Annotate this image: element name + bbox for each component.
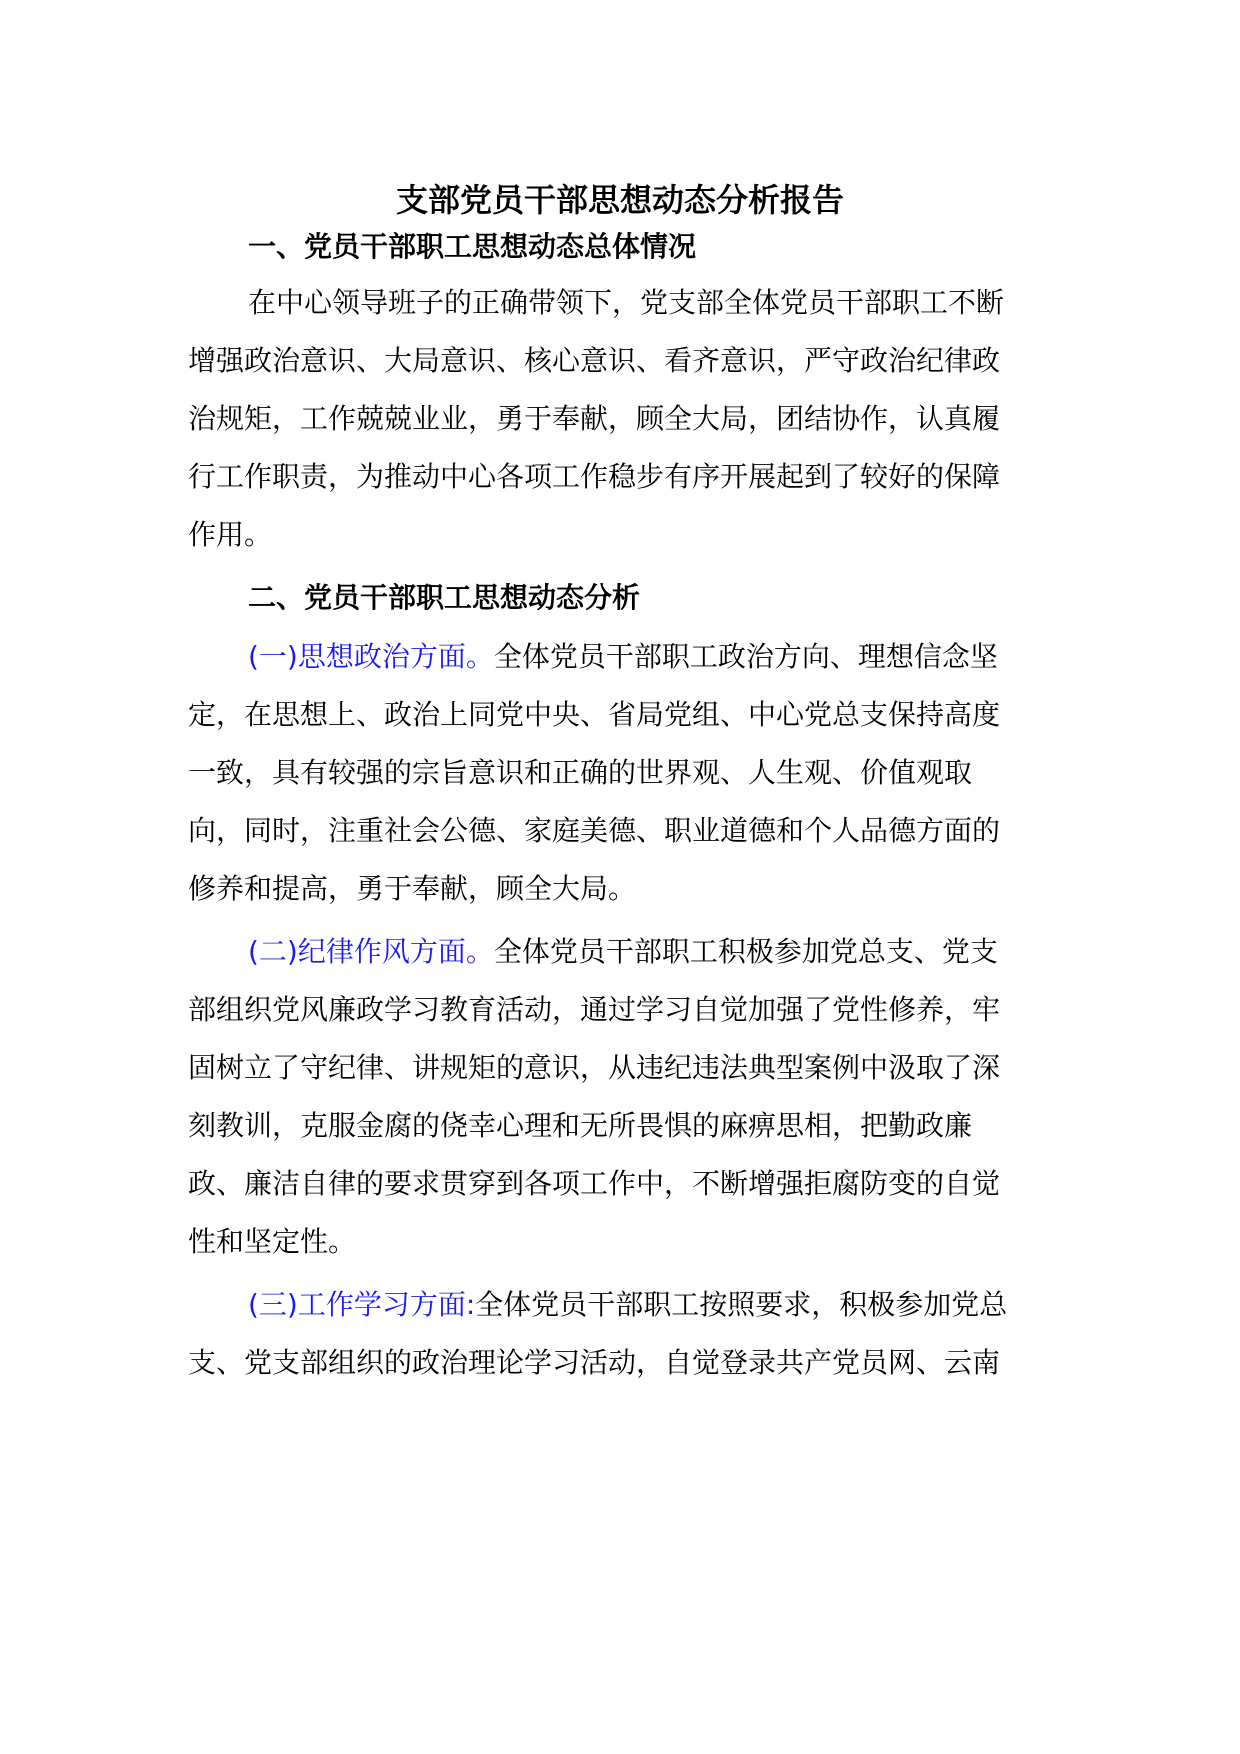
page-title: 支部党员干部思想动态分析报告: [395, 181, 844, 219]
paragraph-3-text: 全体党员干部职工按照要求，积极参加党总: [475, 1288, 1008, 1321]
section-2-heading: 二、党员干部职工思想动态分析: [248, 581, 641, 614]
paragraph-2-line: 性和坚定性。: [188, 1225, 357, 1258]
paragraph-2-line: 部组织党风廉政学习教育活动，通过学习自觉加强了党性修养，牢: [188, 993, 1001, 1026]
subheading-work-study: (三)工作学习方面:: [248, 1288, 476, 1321]
section-1-line: 增强政治意识、大局意识、核心意识、看齐意识，严守政治纪律政: [188, 344, 1001, 377]
paragraph-1-line: 一致，具有较强的宗旨意识和正确的世界观、人生观、价值观取: [188, 756, 973, 789]
paragraph-3-line: 支、党支部组织的政治理论学习活动，自觉登录共产党员网、云南: [188, 1346, 1001, 1379]
paragraph-3-first-line: [248, 1285, 1052, 1325]
section-1-line: 行工作职责，为推动中心各项工作稳步有序开展起到了较好的保障: [188, 460, 1001, 493]
subheading-political: (一)思想政治方面。: [248, 640, 494, 673]
paragraph-1-line: 向，同时，注重社会公德、家庭美德、职业道德和个人品德方面的: [188, 814, 1001, 847]
paragraph-1-text: 全体党员干部职工政治方向、理想信念坚: [493, 640, 998, 673]
subheading-discipline: (二)纪律作风方面。: [248, 935, 494, 968]
section-1-line: 治规矩，工作兢兢业业，勇于奉献，顾全大局，团结协作，认真履: [188, 402, 1001, 435]
paragraph-2-first-line: [248, 932, 1052, 972]
paragraph-2-line: 固树立了守纪律、讲规矩的意识，从违纪违法典型案例中汲取了深: [188, 1051, 1001, 1084]
section-1-heading: 一、党员干部职工思想动态总体情况: [248, 230, 697, 263]
paragraph-1-line: 修养和提高，勇于奉献，顾全大局。: [188, 872, 637, 905]
section-1-line: 在中心领导班子的正确带领下，党支部全体党员干部职工不断: [248, 286, 1005, 319]
paragraph-2-line: 刻教训，克服金腐的侥幸心理和无所畏惧的麻痹思相，把勤政廉: [188, 1109, 973, 1142]
section-1-line: 作用。: [188, 518, 273, 551]
paragraph-2-line: 政、廉洁自律的要求贯穿到各项工作中，不断增强拒腐防变的自觉: [188, 1167, 1001, 1200]
paragraph-2-text: 全体党员干部职工积极参加党总支、党支: [493, 935, 998, 968]
paragraph-1-line: 定，在思想上、政治上同党中央、省局党组、中心党总支保持高度: [188, 698, 1001, 731]
paragraph-1-first-line: [248, 637, 1052, 677]
